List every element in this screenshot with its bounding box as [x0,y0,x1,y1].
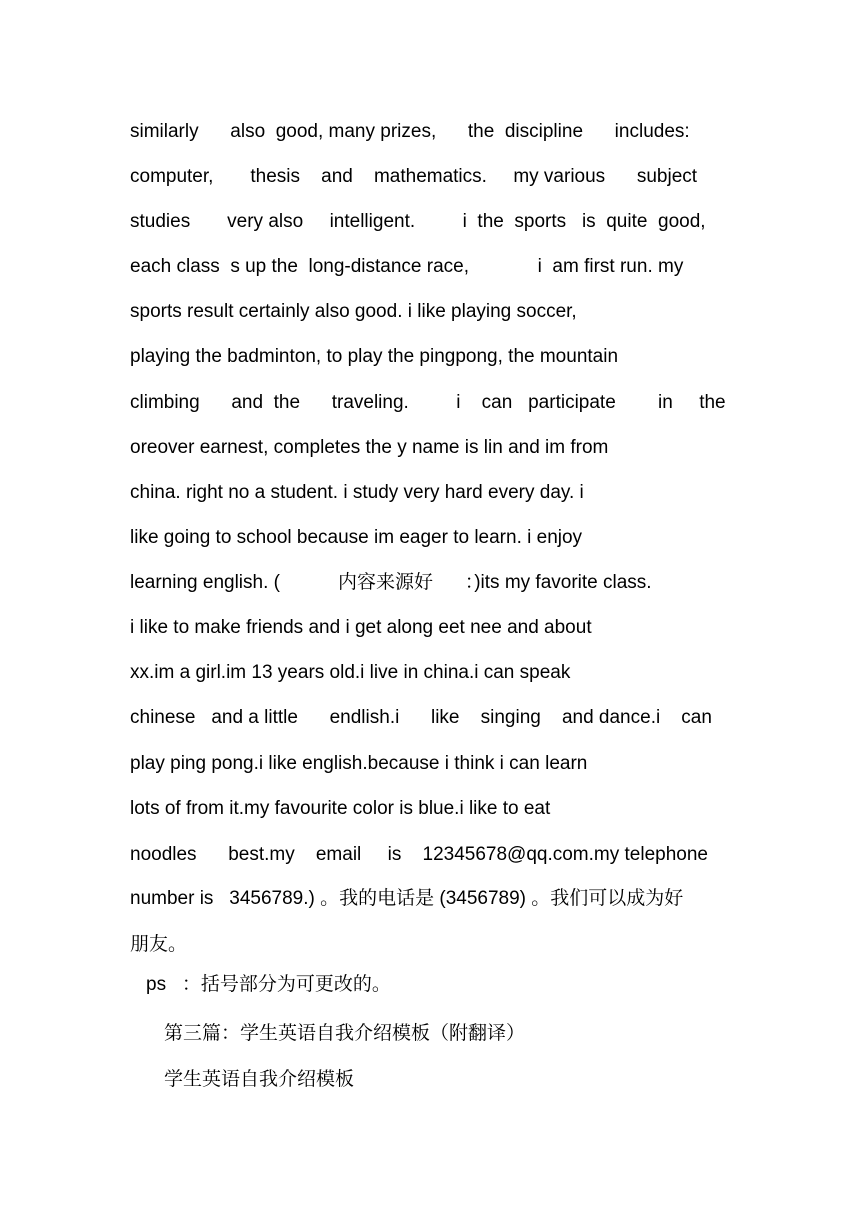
body-line-10: like going to school because im eager to learn. i enjoy [130,527,583,548]
body-line-3: studies very also intelligent. i the sports is quite good, [130,211,706,232]
body-line-12: i like to make friends and i get along eet nee and about [130,617,592,638]
body-line-1: similarly also good, many prizes, the discipline includes: [130,121,690,142]
body-line-19: 朋友。 [130,933,188,955]
body-line-16: lots of from it.my favourite color is blue.i like to eat [130,798,551,819]
body-line-8: oreover earnest, completes the y name is lin and im from [130,437,609,458]
body-line-13: xx.im a girl.im 13 years old.i live in china.i can speak [130,662,571,683]
body-line-11: learning english. ( 内容来源好 ：)its my favorite class. [130,572,652,593]
body-line-7: climbing and the traveling. i can participate in the [130,392,726,413]
body-line-2: computer, thesis and mathematics. my various subject [130,166,698,187]
section-subheading: 学生英语自我介绍模板 [164,1068,355,1090]
body-line-18: number is 3456789.) 。我的电话是 (3456789) 。我们可以成为好 [130,888,684,909]
body-line-14: chinese and a little endlish.i like singing and dance.i can [130,707,712,728]
body-line-4: each class s up the long-distance race, i am first run. my [130,256,684,277]
body-line-5: sports result certainly also good. i like playing soccer, [130,301,577,322]
body-line-6: playing the badminton, to play the pingpong, the mountain [130,346,619,367]
body-line-17: noodles best.my email is 12345678@qq.com.my telephone [130,844,708,865]
body-line-15: play ping pong.i like english.because i think i can learn [130,753,588,774]
section-heading: 第三篇：学生英语自我介绍模板（附翻译） [164,1022,526,1044]
body-line-9: china. right no a student. i study very hard every day. i [130,482,584,503]
ps-note: ps ：括号部分为可更改的。 [146,974,391,995]
